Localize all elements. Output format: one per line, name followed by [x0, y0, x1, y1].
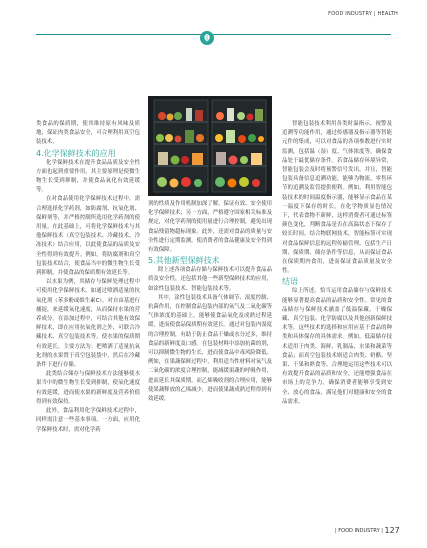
column-middle	[148, 200, 272, 404]
page-number: 127	[384, 526, 400, 535]
column-right	[282, 120, 392, 407]
refrigerator-photo	[148, 96, 272, 196]
section-heading: 5.其他新型保鲜技术	[148, 256, 220, 266]
journal-logo	[200, 31, 214, 45]
footer-journal: | FOOD INDUSTRY |	[335, 528, 383, 534]
journal-header: FOOD INDUSTRY | HEALTH	[328, 11, 398, 17]
section-heading: 4.化学保鲜技术的应用	[36, 148, 116, 158]
paragraph: 剂的性质及作用机制加深了解，保证有效、安全使用化学保鲜技术；另一方面，严格遵守国家相关标准及规定，对化学药剂的使用量进行合理控制，避免出现食品残留物超标现象。此外，还需对食品的质量与安全性进行定期监测，使消费者的食品健康及安全得到有效保障。	[148, 201, 272, 254]
page-footer	[335, 526, 400, 535]
paragraph: 类食品的保质期，使其维持原有风味及质地，保证肉类食品安全，可合理利用真空包装技术。	[36, 121, 140, 146]
paragraph: 智能包装技术利用各类时温指示、视警及追溯等功能作用，通过传感器及指示器等智能元件的集成，可以对食品的各项参数进行实时监测，包括温（湿）度、气体浓度等，确保食品处于最优储存条件。若食品储存环境异常，智能包装会及时将预警信号发出，并且，智能包装具备信息追溯功能，能够为物流、零售环节的追溯及监管提供便利。例如，利用智能包装技术的时间温度指示器，能够显示食品在某一温度下保存的时长，在化学物质显色情况下，代表食物不新鲜，这样消费者可通过标签颜色变化，判断食品是否在高温状态下保存了较长时间。结合物联网技术，智能标签可实现对食品保鲜信息的远程传输管理，包括生产日期、保质期、储存条件等信息，从而保证食品在保质期内食用，进而保证食品质量及安全性。	[282, 121, 392, 275]
paragraph: 在对食品使用化学保鲜技术过程中，需合理选择化学药剂，如防腐剂、抗氧化剂、保鲜剂等，并严格控制所选用化学药剂的使用量。在此基础上，可将化学保鲜技术与其他保鲜技术（真空包装技术、冷藏技术、冷冻技术）结合应用，以此使食品的品质及安全性得到有效提升。例如，将防腐剂和真空包装技术结合，使食品当中的微生物生长受到抑制，并使食品的保质期有效延长等。	[36, 196, 140, 277]
paragraph: 此外，食品利用化学保鲜技术过程中，同样需注意一些基本事项。一方面，应用化学保鲜技术时，需对化学药	[36, 408, 140, 433]
paragraph: 以水果为例，其储存与保鲜处理过程中可使用化学保鲜技术，如通过喷洒适量的抗氧化剂（苯多酚或维生素C），对自由基进行捕捉，来延缓氧化速度，从而保持水果的营养成分。在添加过程中，可结合其他有效保鲜技术，即在应用抗氧化剂之外，可联合冷藏技术、真空包装技术等，使水果的保质期有效延长。主要方法为：把喷洒了适量抗氧化剂的水果置于真空包装袋中，然后在冷藏条件下进行存储。	[36, 279, 140, 369]
column-left	[36, 120, 140, 435]
paragraph: 除上述各项食品存储与保鲜技术可以提升食品品质及安全性，还包括其他一些新型保鲜技术的应用，如涂性包装技术、智能包装技术等。	[148, 267, 272, 292]
paragraph: 此类结合储存与保鲜技术方法能够使水果当中的微生物生长受到抑制，使氧化速度有效延缓，进而使水果的新鲜度及营养价值得到有效保持。	[36, 371, 140, 405]
leaf-icon	[202, 33, 212, 43]
section-heading: 结语	[282, 277, 298, 287]
paragraph: 化学保鲜技术在提升食品品质及安全性方面也起到重要作用，其主要原理是使微生物生长受到抑制，并使食品氧化有效延缓等。	[36, 159, 140, 194]
paragraph: 其中，涂性包装技术具备气体调节、湿度控制、抗菌作用，在控制食品包装内部的氧气及二氧化碳等气体浓度的基础上，能够使食品氧化及成熟过程延缓，进而使食品保质期有效延长。通过对包装内湿度的合理控制，有助于防止食品干燥或水分过多，维持食品的新鲜度及口感。在包装材料中添加抗菌的剂，可以抑制微生物的生长，进而使食品中毒风险降低。例如，在果蔬保鲜过程中，利用适当性材料对氧气及二氧化碳的浓度合理控制，能减缓果蔬的呼吸作用，进而延长其保质期。而乙烯吸收剂的合理应用，能够使果蔬释放的乙烯减少，进而使果蔬成熟过程得到有效延缓。	[148, 294, 272, 403]
paragraph: 综上所述，恰当运用食品储存与保鲜技术能够显著提高食品的品质和安全性。常见的食品储存与保鲜技术涵盖了低温保藏、干燥保藏、真空包装、化学防腐以及其他创新保鲜技术等。这些技术的选择和应用应基于食品的种类和具体保存的具体需求。例如，低温储存技术适用于肉类、海鲜、乳制品、水果和蔬菜等食品；而真空包装技术则适合肉类、奶酪、坚果、干果和熟食等。合理地运用这些技术可以有效提升食品的品质和安全，还能增强食品在市场上的竞争力，确保消费者能够享受到安全、放心的食品，满足他们对健康和安全的食品需求。	[282, 288, 392, 405]
